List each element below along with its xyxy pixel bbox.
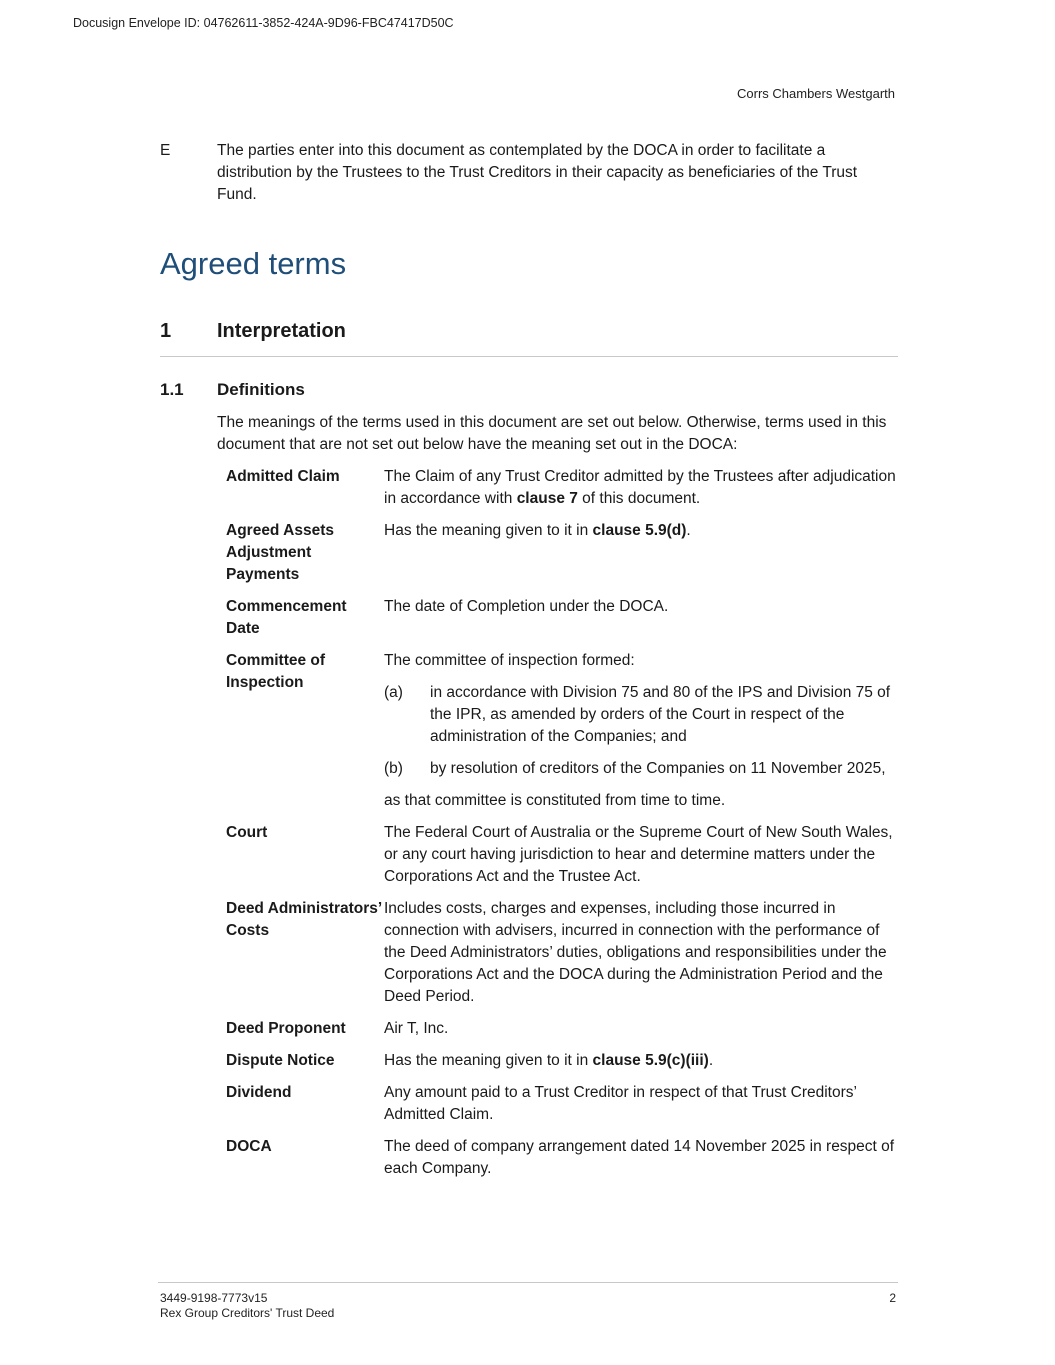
definition-row [226, 1050, 898, 1072]
definition-row [226, 1136, 898, 1180]
meaning-tail: as that committee is constituted from time to time. [384, 792, 726, 809]
definition-term: Deed Proponent [226, 1020, 346, 1037]
paragraph-text: by resolution of creditors of the Companies on 11 November 2025, [430, 760, 886, 777]
definition-row [226, 822, 898, 888]
section-number: 1 [160, 320, 172, 342]
definition-row [226, 650, 898, 812]
page-number: 2 [889, 1291, 896, 1305]
definition-term: Admitted Claim [226, 468, 340, 485]
subsection-title: Definitions [217, 380, 305, 399]
footer-left [160, 1291, 334, 1321]
meaning-intro: The committee of inspection formed: [384, 652, 635, 669]
docusign-envelope-id: Docusign Envelope ID: 04762611-3852-424A-9D96-FBC47417D50C [73, 16, 454, 30]
definition-meaning [384, 1050, 898, 1072]
footer-doc-id: 3449-9198-7773v15 [160, 1291, 268, 1305]
clause-reference: clause 7 [516, 490, 578, 507]
definitions-list [226, 466, 898, 1190]
definition-row [226, 1018, 898, 1040]
meaning-text: of this document. [577, 490, 701, 507]
definition-meaning: The Federal Court of Australia or the Supreme Court of New South Wales, or any court having jurisdiction to hear and determine matters under the Corporations Act and the Trustee Act. [384, 824, 893, 885]
definition-row [226, 520, 898, 586]
definition-term: Court [226, 824, 268, 841]
definition-term: Deed Administrators’ Costs [226, 900, 382, 939]
definition-meaning [384, 650, 898, 812]
meaning-text: Has the meaning given to it in [384, 522, 593, 539]
definition-term: Agreed Assets Adjustment Payments [226, 522, 334, 583]
definition-meaning [384, 520, 898, 586]
subsection-number: 1.1 [160, 380, 184, 399]
agreed-terms-heading: Agreed terms [160, 246, 347, 281]
definition-term: DOCA [226, 1138, 272, 1155]
definition-meaning: Any amount paid to a Trust Creditor in respect of that Trust Creditors’ Admitted Claim. [384, 1084, 857, 1123]
definition-row [226, 898, 898, 1008]
definitions-intro: The meanings of the terms used in this document are set out below. Otherwise, terms used in this document that are not set out below have the meaning set out in the DOCA: [217, 414, 887, 453]
definition-meaning: Includes costs, charges and expenses, including those incurred in connection with advisers, incurred in connection with the performance of the Deed Administrators’ duties, obligations and responsibilities under the Corporations Act and the DOCA during the Administration Period and the Deed Period. [384, 900, 887, 1005]
page-footer [158, 1282, 898, 1320]
recital-e [160, 140, 898, 206]
paragraph-text: in accordance with Division 75 and 80 of the IPS and Division 75 of the IPR, as amended by orders of the Court in respect of the administration of the Companies; and [430, 684, 891, 745]
definition-meaning: The deed of company arrangement dated 14 November 2025 in respect of each Company. [384, 1138, 895, 1177]
sub-paragraph [384, 758, 898, 780]
paragraph-label: (a) [384, 684, 403, 701]
meaning-text: The Claim of any Trust Creditor admitted by the Trustees after adjudication in accordance with [384, 468, 896, 507]
definition-meaning: Air T, Inc. [384, 1020, 449, 1037]
meaning-text: . [686, 522, 691, 539]
paragraph-label: (b) [384, 760, 403, 777]
definition-row [226, 596, 898, 640]
meaning-text: Has the meaning given to it in [384, 1052, 593, 1069]
definition-row [226, 466, 898, 510]
sub-paragraph [384, 682, 898, 748]
recital-label: E [160, 142, 171, 159]
header-firm-name: Corrs Chambers Westgarth [737, 86, 895, 101]
definition-term: Dividend [226, 1084, 292, 1101]
definition-term: Commencement Date [226, 598, 347, 637]
definition-row [226, 1082, 898, 1126]
clause-reference: clause 5.9(c)(iii) [592, 1052, 709, 1069]
definition-meaning: The date of Completion under the DOCA. [384, 598, 669, 615]
definition-meaning [384, 466, 898, 510]
footer-doc-title: Rex Group Creditors' Trust Deed [160, 1306, 335, 1320]
meaning-text: . [708, 1052, 714, 1069]
section-heading [160, 320, 898, 357]
clause-reference: clause 5.9(d) [592, 522, 687, 539]
definition-term: Committee of Inspection [226, 652, 326, 691]
section-title: Interpretation [217, 320, 346, 342]
definition-term: Dispute Notice [226, 1052, 335, 1069]
recital-text: The parties enter into this document as contemplated by the DOCA in order to facilitate a distribution by the Trustees to the Trust Creditors in their capacity as beneficiaries of the Trust Fund. [217, 142, 858, 203]
